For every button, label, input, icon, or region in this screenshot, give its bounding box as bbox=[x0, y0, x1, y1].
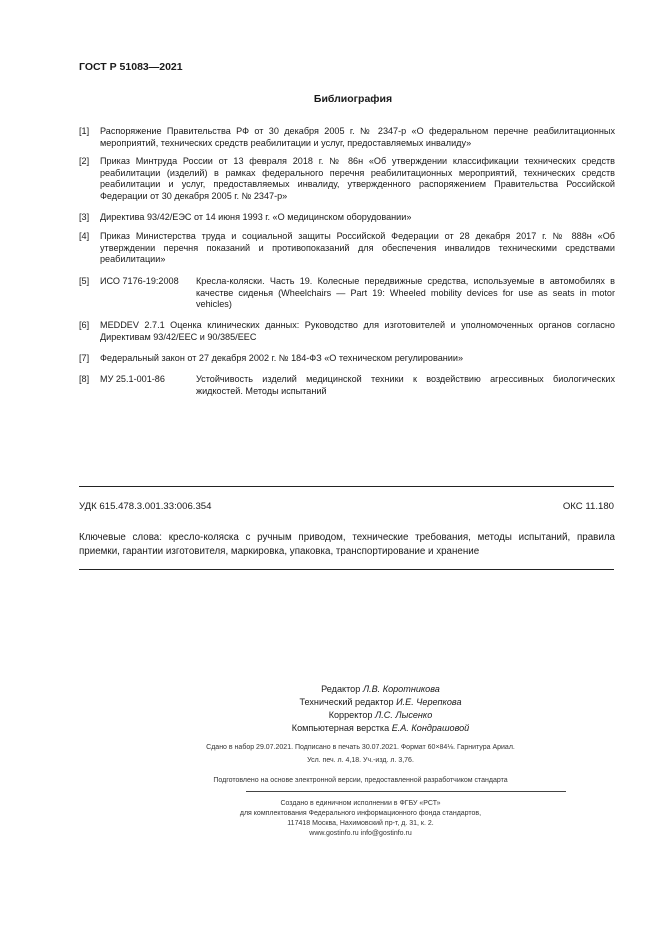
reference-text: Устойчивость изделий медицинской техники к воздействию агрессивных биологических жидкостей. Методы испытаний bbox=[196, 374, 615, 396]
reference-number: [7] bbox=[79, 353, 90, 363]
reference-number: [4] bbox=[79, 231, 90, 241]
tech-editor-name: И.Е. Черепкова bbox=[396, 697, 462, 707]
editor-line bbox=[0, 683, 661, 695]
reference-text: Распоряжение Правительства РФ от 30 декабря 2005 г. № 2347-р «О федеральном перечне реабилитационных мероприятий, технических средств реабилитации и услуг, предоставляемых инвалиду» bbox=[100, 126, 615, 148]
publisher-contacts: www.gostinfo.ru info@gostinfo.ru bbox=[309, 830, 412, 837]
reference-number: [8] bbox=[79, 374, 90, 384]
reference-text: Приказ Минтруда России от 13 февраля 2018 г. № 86н «Об утверждении классификации технических средств реабилитации (изделий) в рамках федерального перечня реабилитационных мероприятий, технических средств реабилитации и услуг, предоставляемых инвалиду, утвержденного распоряжением Правительства Российской Федерации от 30 декабря 2005 г. № 2347-р» bbox=[100, 156, 615, 202]
reference-code: МУ 25.1-001-86 bbox=[100, 374, 165, 384]
divider bbox=[79, 569, 614, 570]
section-title: Библиография bbox=[313, 93, 393, 105]
publisher-address: 117418 Москва, Нахимовский пр-т, д. 31, к. 2. bbox=[287, 820, 434, 827]
reference-number: [5] bbox=[79, 276, 90, 286]
reference-number: [2] bbox=[79, 156, 90, 166]
editor-name: Л.В. Коротникова bbox=[362, 684, 440, 694]
reference-item bbox=[79, 156, 615, 203]
publisher-line: Создано в единичном исполнении в ФГБУ «РСТ» bbox=[280, 800, 441, 807]
keywords: Ключевые слова: кресло-коляска с ручным приводом, технические требования, методы испытаний, правила приемки, гарантии изготовителя, маркировка, упаковка, транспортирование и хранение bbox=[79, 532, 615, 557]
udc-code: УДК 615.478.3.001.33:006.354 bbox=[79, 501, 212, 512]
reference-text: Директива 93/42/ЕЭС от 14 июня 1993 г. «О медицинском оборудовании» bbox=[100, 212, 412, 222]
reference-item bbox=[79, 320, 615, 343]
corrector-line bbox=[0, 709, 661, 721]
reference-text: MEDDEV 2.7.1 Оценка клинических данных: Руководство для изготовителей и уполномоченных органов согласно Директивам 93/42/ЕЕС и 90/385/ЕЕС bbox=[100, 320, 615, 342]
oks-code: ОКС 11.180 bbox=[562, 501, 614, 512]
reference-item bbox=[79, 212, 615, 224]
reference-number: [6] bbox=[79, 320, 90, 330]
imprint-line: Усл. печ. л. 4,18. Уч.-изд. л. 3,76. bbox=[307, 757, 414, 764]
reference-item bbox=[79, 231, 615, 266]
prepared-note: Подготовлено на основе электронной версии, предоставленной разработчиком стандарта bbox=[213, 777, 508, 784]
imprint-line: Сдано в набор 29.07.2021. Подписано в печать 30.07.2021. Формат 60×84⅛. Гарнитура Ариал. bbox=[206, 744, 515, 751]
editor-label: Редактор bbox=[321, 684, 361, 694]
tech-editor-label: Технический редактор bbox=[299, 697, 394, 707]
reference-item bbox=[79, 353, 615, 365]
corrector-name: Л.С. Лысенко bbox=[375, 710, 433, 720]
layout-name: Е.А. Кондрашовой bbox=[391, 723, 470, 733]
reference-item bbox=[79, 374, 615, 397]
layout-line bbox=[0, 722, 661, 734]
divider bbox=[246, 791, 566, 792]
layout-label: Компьютерная верстка bbox=[291, 723, 390, 733]
reference-item bbox=[79, 276, 615, 311]
reference-text: Кресла-коляски. Часть 19. Колесные передвижные средства, используемые в автомобилях в качестве сиденья (Wheelchairs — Part 19: Wheeled mobility devices for use as seats in motor vehicles) bbox=[196, 276, 615, 310]
standard-id: ГОСТ Р 51083—2021 bbox=[79, 61, 183, 73]
corrector-label: Корректор bbox=[328, 710, 373, 720]
publisher-line: для комплектования Федерального информационного фонда стандартов, bbox=[239, 810, 482, 817]
reference-number: [3] bbox=[79, 212, 90, 222]
reference-item bbox=[79, 126, 615, 149]
reference-text: Приказ Министерства труда и социальной защиты Российской Федерации от 28 декабря 2017 г. № 888н «Об утверждении перечня показаний и противопоказаний для обеспечения инвалидов техническими средствами реабилитации» bbox=[100, 231, 615, 265]
tech-editor-line bbox=[0, 696, 661, 708]
reference-text: Федеральный закон от 27 декабря 2002 г. № 184-ФЗ «О техническом регулировании» bbox=[100, 353, 463, 363]
reference-number: [1] bbox=[79, 126, 90, 136]
divider bbox=[79, 486, 614, 487]
reference-code: ИСО 7176-19:2008 bbox=[100, 276, 179, 286]
